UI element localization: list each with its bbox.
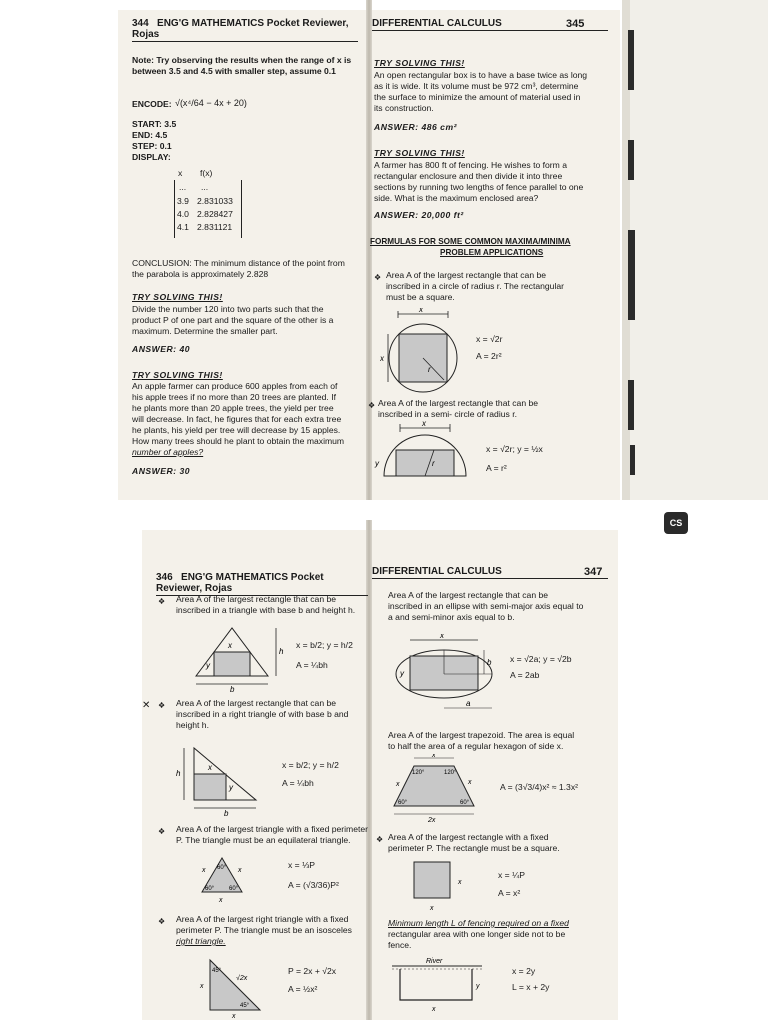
formula: L = x + 2y [512,982,550,992]
formula: x = √2r [476,334,503,344]
try-line: sections by running two lengths of fence parallel to one [374,182,584,192]
bullet-icon: ❖ [158,597,166,606]
label-60: 60° [217,865,227,871]
formula: A = ¼bh [296,660,328,670]
try-line: its construction. [374,103,434,113]
item-line: Area A of the largest triangle with a fixed perimeter [176,824,369,834]
formula: x = √2r; y = ½x [486,444,543,454]
try-line: as it is wide. It its volume must be 972 cm³, determine [374,81,579,91]
item-line: right triangle. [176,936,226,946]
table-cell: 2.828427 [197,209,233,219]
try-line: product P of one part and the square of the other is a [132,315,334,325]
calc-table [174,180,242,238]
formula: x = √2a; y = √2b [510,654,572,664]
try-line: Divide the number 120 into two parts such that the [132,304,324,314]
label-2x: 2x [428,817,436,824]
try-line: rectangular enclosure and then divide it into three [374,171,563,181]
try-title: TRY SOLVING THIS! [132,370,223,380]
label-x: x [432,754,436,759]
header-title: ENG'G MATHEMATICS Pocket Reviewer, Rojas [156,572,324,594]
bottom-spread [0,520,768,1020]
label-120: 120° [444,770,457,776]
label-y: y [476,983,480,990]
try-line: number of apples? [132,447,204,457]
try-line: An open rectangular box is to have a base twice as long [374,70,588,80]
label-b: b [230,685,235,692]
running-header-left [156,572,368,596]
label-x: x [202,867,206,874]
formula: P = 2x + √2x [288,966,337,976]
bullet-icon: ❖ [376,835,384,844]
table-cell: 2.831033 [197,196,233,206]
bullet-icon: ❖ [158,917,166,926]
label-x: x [422,420,426,428]
item-line: Area A of the largest rectangle that can be [378,398,539,408]
label-x: x [219,897,223,904]
label-60: 60° [205,886,215,892]
item-line: must be a square. [386,292,455,302]
item-line: Area A of the largest right triangle with a fixed [176,914,349,924]
equilateral-triangle-figure [194,852,254,904]
label-x: x [419,308,423,314]
label-45: 45° [240,1003,250,1009]
formula: A = x² [498,888,521,898]
bullet-icon: ❖ [374,273,382,282]
header-title: ENG'G MATHEMATICS Pocket Reviewer, Rojas [132,18,349,40]
label-x: x [432,1006,436,1013]
page-number: 346 [156,572,173,583]
river-label: River [426,958,443,965]
start-value: START: 3.5 [132,119,177,129]
label-h: h [176,769,181,778]
table-cell: 3.9 [177,196,189,206]
label-60: 60° [460,800,470,806]
formula: A = 2r² [476,351,502,361]
formula: A = 2ab [510,670,540,680]
encode-label: ENCODE: [132,99,172,109]
item-line: Area A of the largest rectangle that can be [176,698,337,708]
try-line: he plants more than 20 apple trees, the yield per tree [132,403,334,413]
label-45: 45° [212,968,222,974]
label-h: h [279,647,284,656]
table-header-x: x [178,168,183,178]
label-x: x [228,641,232,650]
try-line: side. What is the maximum enclosed area? [374,193,539,203]
label-x: x [468,779,472,786]
item-line: Area A of the largest rectangle with a fixed [388,832,549,842]
running-header-left [132,18,358,42]
formula: A = ¼bh [282,778,314,788]
try-title: TRY SOLVING THIS! [374,58,465,68]
label-b: b [224,809,229,818]
try-line: How many trees should he plant to obtain the maximum [132,436,345,446]
table-header-fx: f(x) [200,168,213,178]
page-edge-bleed [622,0,768,500]
answer: ANSWER: 30 [132,466,191,476]
try-line: A farmer has 800 ft of fencing. He wishes to form a [374,160,567,170]
item-line: fence. [388,940,412,950]
step-value: STEP: 0.1 [132,141,172,151]
section-title: PROBLEM APPLICATIONS [440,248,544,257]
triangle-rectangle-figure [192,620,292,692]
top-spread [0,0,768,500]
table-cell: 4.0 [177,209,189,219]
formula: x = b/2; y = h/2 [282,760,339,770]
label-x: x [440,634,444,640]
formula: x = 2y [512,966,536,976]
formula: A = (√3/36)P² [288,880,339,890]
try-line: the surface to minimize the amount of material used in [374,92,581,102]
item-line: perimeter P. The rectangle must be a square. [388,843,560,853]
label-x: x [430,905,434,912]
bullet-icon: ❖ [368,401,376,410]
label-y: y [375,459,379,468]
item-line: to half the area of a regular hexagon of side x. [388,741,564,751]
isosceles-right-triangle-figure [196,954,276,1020]
table-cell: ... [201,182,209,192]
formula: A = (3√3/4)x² ≈ 1.3x² [500,782,578,792]
item-line: perimeter P. The triangle must be an isosceles [176,925,352,935]
item-line: Area A of the largest trapezoid. The area is equal [388,730,575,740]
formula: x = b/2; y = h/2 [296,640,353,650]
label-x: x [396,781,400,788]
header-title: DIFFERENTIAL CALCULUS [372,566,502,577]
page-number: 345 [566,18,585,30]
label-120: 120° [412,770,425,776]
try-line: maximum. Determine the smaller part. [132,326,278,336]
label-r: r [432,459,435,468]
item-line: rectangular area with one longer side not to be [388,929,566,939]
try-title: TRY SOLVING THIS! [132,292,223,302]
item-line: inscribed in an ellipse with semi-major axis equal to [388,601,584,611]
note-line-1: Note: Try observing the results when the range of x is [132,55,352,65]
label-x: x [200,983,204,990]
item-line: inscribed in a triangle with base b and height h. [176,605,356,615]
label-x: x [380,354,384,363]
item-line: P. The triangle must be an equilateral triangle. [176,835,351,845]
try-line: his apple trees if no more than 20 trees are planted. If [132,392,336,402]
formula: x = ⅓P [288,860,315,870]
label-x: x [458,879,462,886]
page-number: 344 [132,18,149,29]
item-line: height h. [176,720,209,730]
encode-expression: √(x⁴/64 − 4x + 20) [175,98,247,108]
item-line: Area A of the largest rectangle that can be [176,594,337,604]
answer: ANSWER: 20,000 ft² [374,210,464,220]
label-sqrt2x: √2x [236,975,248,982]
try-title: TRY SOLVING THIS! [374,148,465,158]
label-y: y [400,669,404,678]
label-a: a [466,699,471,708]
river-fence-figure [392,954,492,1014]
try-line: An apple farmer can produce 600 apples from each of [132,381,338,391]
item-line: inscribed in a semi- circle of radius r. [378,409,517,419]
item-line: Minimum length L of fencing required on a fixed [388,918,569,928]
trapezoid-figure [390,754,494,824]
label-60: 60° [229,886,239,892]
formula: x = ¼P [498,870,525,880]
label-x: x [232,1013,236,1020]
formula: A = ½x² [288,984,318,994]
camscanner-logo: CS [664,512,688,534]
square-figure [408,860,468,914]
item-line: inscribed in a right triangle of with base b and [176,709,349,719]
bullet-icon: ❖ [158,827,166,836]
running-header-right [372,566,608,579]
bullet-icon: ❖ [158,701,166,710]
label-r: r [428,365,431,374]
pen-mark-icon: ✕ [142,700,151,711]
page-number: 347 [584,566,603,578]
semicircle-rectangle-figure [370,420,480,482]
label-x: x [208,763,212,772]
label-b: b [487,658,492,667]
label-60: 60° [398,800,408,806]
conclusion-line-1: CONCLUSION: The minimum distance of the point from [132,258,345,268]
note-line-2: between 3.5 and 4.5 with smaller step, assume 0.1 [132,66,336,76]
display-label: DISPLAY: [132,152,171,162]
try-line: will decrease. In fact, he figures that for each extra tree [132,414,342,424]
table-cell: 4.1 [177,222,189,232]
answer: ANSWER: 40 [132,344,191,354]
answer: ANSWER: 486 cm² [374,122,457,132]
item-line: Area A of the largest rectangle that can be [388,590,549,600]
formula: A = r² [486,463,507,473]
item-line: Area A of the largest rectangle that can be [386,270,547,280]
header-title: DIFFERENTIAL CALCULUS [372,18,502,29]
try-line: he plants, his yield per tree will decrease by 15 apples. [132,425,341,435]
section-title: FORMULAS FOR SOME COMMON MAXIMA/MINIMA [370,237,571,246]
label-y: y [229,783,233,792]
ellipse-rectangle-figure [392,634,504,714]
item-line: a and semi-minor axis equal to b. [388,612,515,622]
item-line: inscribed in a circle of radius r. The rectangular [386,281,565,291]
circle-square-figure [380,308,470,394]
conclusion-line-2: the parabola is approximately 2.828 [132,269,269,279]
label-x: x [238,867,242,874]
table-cell: 2.831121 [197,222,233,232]
label-y: y [206,661,210,670]
right-triangle-rectangle-figure [176,742,276,818]
table-cell: ... [179,182,187,192]
end-value: END: 4.5 [132,130,168,140]
